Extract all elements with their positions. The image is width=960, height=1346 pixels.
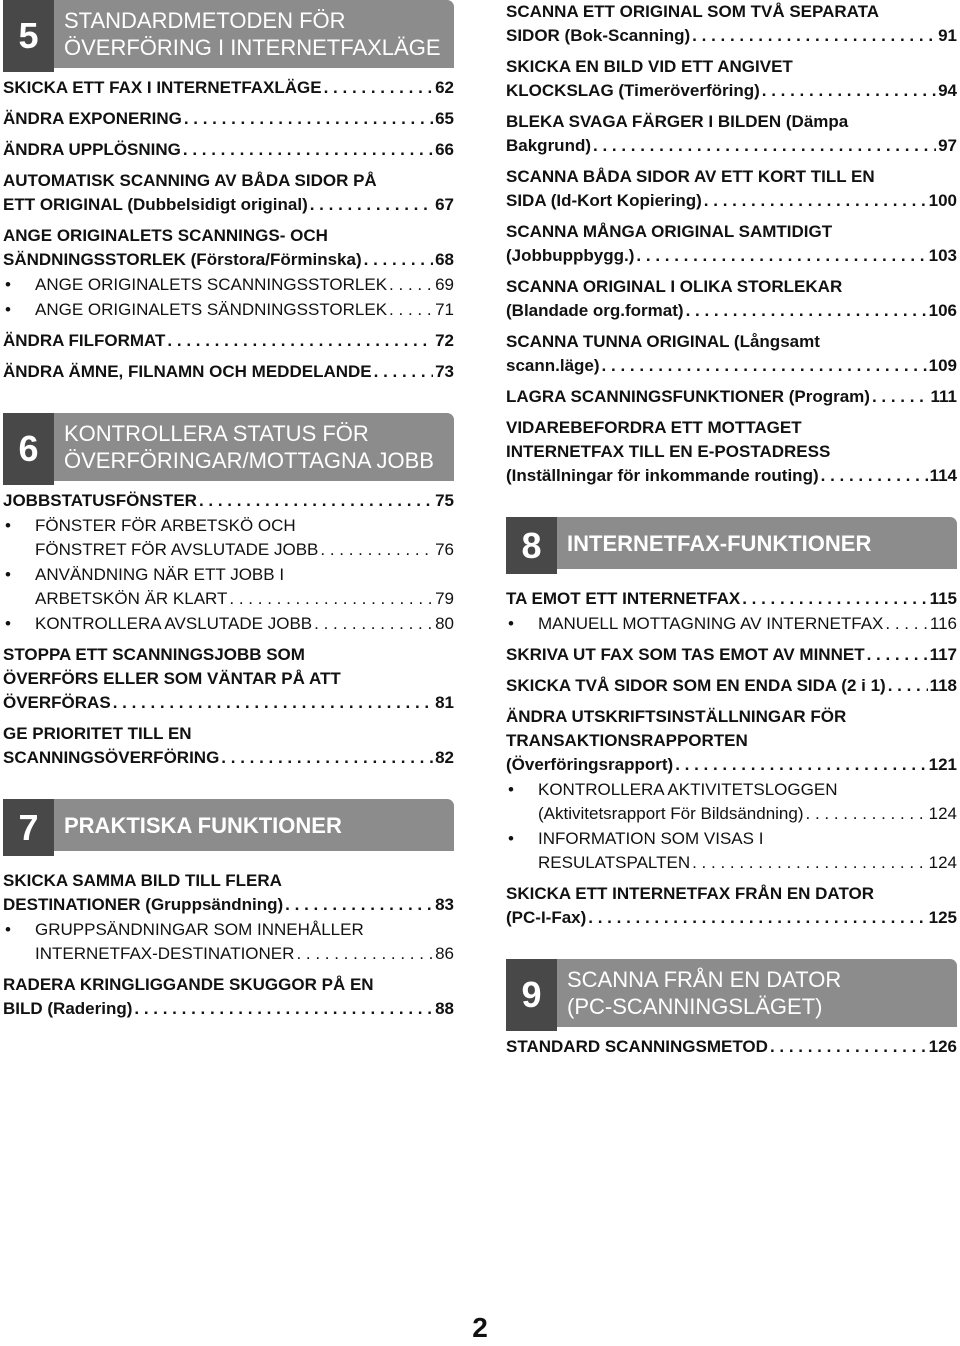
toc-page-number: 106	[928, 301, 957, 320]
toc-entry[interactable]	[506, 55, 957, 103]
toc-page-number: 111	[930, 387, 957, 406]
toc-page-number: 72	[435, 331, 454, 350]
toc-page-number: 75	[435, 491, 454, 510]
toc-entry-text: (Jobbuppbygg.)	[506, 246, 635, 265]
toc-page-number: 71	[435, 300, 454, 319]
toc-entry-text: • ANVÄNDNING NÄR ETT JOBB I	[35, 565, 285, 584]
chapter-title-line: STANDARDMETODEN FÖR	[64, 8, 346, 33]
toc-page-number: 91	[938, 26, 957, 45]
toc-entry-text: GE PRIORITET TILL EN	[3, 724, 192, 743]
chapter-title-line: ÖVERFÖRING I INTERNETFAXLÄGE	[64, 35, 441, 60]
toc-entry-text: ÄNDRA EXPONERING	[3, 109, 182, 128]
dot-leader	[310, 193, 433, 217]
toc-entry-text: • KONTROLLERA AVSLUTADE JOBB	[35, 614, 313, 633]
toc-entry[interactable]	[506, 416, 957, 488]
toc-page-number: 94	[938, 81, 957, 100]
toc-entry-text: (Överföringsrapport)	[506, 755, 674, 774]
toc-entry-text: RESULATSPALTEN	[538, 853, 691, 872]
dot-leader	[324, 76, 433, 100]
toc-entry-text: JOBBSTATUSFÖNSTER	[3, 491, 197, 510]
toc-page-number: 79	[435, 589, 454, 608]
toc-page-number: 81	[435, 693, 454, 712]
toc-page-number: 69	[435, 275, 454, 294]
toc-left-column	[3, 0, 454, 1028]
toc-entry-text: SKICKA ETT INTERNETFAX FRÅN EN DATOR	[506, 884, 875, 903]
dot-leader	[762, 79, 936, 103]
toc-page-number: 115	[929, 589, 957, 608]
toc-entry-text: • KONTROLLERA AKTIVITETSLOGGEN	[538, 780, 838, 799]
toc-entry-text: INTERNETFAX-DESTINATIONER	[35, 944, 295, 963]
chapter-header	[3, 799, 454, 856]
toc-entry[interactable]	[506, 330, 957, 378]
toc-entry-text: SKICKA ETT FAX I INTERNETFAXLÄGE	[3, 78, 322, 97]
toc-entry[interactable]	[506, 385, 957, 409]
toc-page-number: 62	[435, 78, 454, 97]
section-gap	[3, 391, 454, 413]
toc-subentry[interactable]	[3, 514, 454, 562]
dot-leader	[636, 244, 926, 268]
dot-leader	[296, 942, 433, 966]
section-gap	[506, 937, 957, 959]
chapter-number: 7	[3, 799, 54, 856]
toc-entry-text: STOPPA ETT SCANNINGSJOBB SOM	[3, 645, 305, 664]
chapter-title	[64, 0, 450, 68]
dot-leader	[184, 107, 433, 131]
toc-page-number: 117	[929, 645, 957, 664]
toc-entry-text: Bakgrund)	[506, 136, 591, 155]
toc-entry-text: SCANNINGSÖVERFÖRING	[3, 748, 220, 767]
chapter-header	[3, 413, 454, 485]
dot-leader	[389, 273, 433, 297]
toc-entry-text: SKICKA SAMMA BILD TILL FLERA	[3, 871, 282, 890]
toc-entry-text: VIDAREBEFORDRA ETT MOTTAGET	[506, 418, 802, 437]
toc-entry-text: SCANNA BÅDA SIDOR AV ETT KORT TILL EN	[506, 167, 875, 186]
dot-leader	[770, 1035, 927, 1059]
dot-leader	[364, 248, 433, 272]
toc-entry[interactable]	[3, 722, 454, 770]
toc-page-number: 114	[929, 466, 957, 485]
toc-entry[interactable]	[3, 329, 454, 353]
dot-leader	[675, 753, 926, 777]
toc-entry-text: (Inställningar för inkommande routing)	[506, 466, 819, 485]
toc-entry-text: SIDOR (Bok-Scanning)	[506, 26, 691, 45]
dot-leader	[704, 189, 927, 213]
chapter-title	[64, 413, 450, 481]
toc-entry[interactable]	[3, 76, 454, 100]
toc-entry-text: SCANNA ETT ORIGINAL SOM TVÅ SEPARATA	[506, 2, 880, 21]
toc-entry-text: KLOCKSLAG (Timeröverföring)	[506, 81, 760, 100]
dot-leader	[872, 385, 929, 409]
dot-leader	[374, 360, 433, 384]
dot-leader	[183, 138, 433, 162]
toc-entry-text: ANGE ORIGINALETS SCANNINGS- OCH	[3, 226, 328, 245]
dot-leader	[867, 643, 928, 667]
dot-leader	[602, 354, 927, 378]
toc-subentry[interactable]	[506, 612, 957, 636]
toc-entry-text: ÄNDRA UPPLÖSNING	[3, 140, 181, 159]
toc-entry[interactable]	[506, 0, 957, 48]
toc-entry-text: SKICKA EN BILD VID ETT ANGIVET	[506, 57, 793, 76]
toc-entry-text: • ANGE ORIGINALETS SÄNDNINGSSTORLEK	[35, 300, 388, 319]
page-number: 2	[472, 1312, 488, 1343]
toc-subentry[interactable]	[506, 778, 957, 826]
toc-entry-text: ÄNDRA FILFORMAT	[3, 331, 166, 350]
dot-leader	[389, 298, 433, 322]
chapter-title	[64, 799, 450, 851]
dot-leader	[686, 299, 927, 323]
chapter-header	[506, 517, 957, 574]
toc-subentry[interactable]	[3, 612, 454, 636]
toc-entry[interactable]	[3, 869, 454, 917]
toc-entry-text: RADERA KRINGLIGGANDE SKUGGOR PÅ EN	[3, 975, 374, 994]
chapter-title	[567, 517, 953, 569]
dot-leader	[588, 906, 926, 930]
toc-subentry[interactable]	[506, 827, 957, 875]
toc-page-number: 83	[435, 895, 454, 914]
dot-leader	[285, 893, 433, 917]
toc-entry-text: AUTOMATISK SCANNING AV BÅDA SIDOR PÅ	[3, 171, 377, 190]
toc-entry[interactable]	[3, 138, 454, 162]
toc-entry[interactable]	[3, 973, 454, 1021]
toc-entry-text: SCANNA TUNNA ORIGINAL (Långsamt	[506, 332, 820, 351]
toc-page-number: 124	[928, 853, 957, 872]
toc-entry-text: ÄNDRA UTSKRIFTSINSTÄLLNINGAR FÖR	[506, 707, 847, 726]
dot-leader	[113, 691, 433, 715]
toc-entry[interactable]	[3, 224, 454, 272]
chapter-number: 9	[506, 959, 557, 1031]
dot-leader	[692, 24, 936, 48]
toc-page-number: 121	[928, 755, 957, 774]
toc-entry[interactable]	[3, 169, 454, 217]
chapter-number: 8	[506, 517, 557, 574]
toc-page-number: 66	[435, 140, 454, 159]
toc-page-number: 100	[928, 191, 957, 210]
toc-right-column	[506, 0, 957, 1066]
dot-leader	[221, 746, 433, 770]
toc-subentry[interactable]	[3, 918, 454, 966]
toc-entry-text: (Aktivitetsrapport För Bildsändning)	[538, 804, 804, 823]
toc-entry-text: SCANNA ORIGINAL I OLIKA STORLEKAR	[506, 277, 843, 296]
toc-entry[interactable]	[506, 1035, 957, 1059]
toc-page-number: 67	[435, 195, 454, 214]
toc-page-number: 125	[928, 908, 957, 927]
toc-entry[interactable]	[506, 275, 957, 323]
chapter-title	[567, 959, 953, 1027]
toc-page-number: 126	[928, 1037, 957, 1056]
chapter-header	[3, 0, 454, 72]
toc-entry[interactable]	[506, 220, 957, 268]
toc-entry[interactable]	[506, 587, 957, 611]
toc-page-number: 65	[435, 109, 454, 128]
toc-entry-text: BILD (Radering)	[3, 999, 133, 1018]
toc-entry[interactable]	[3, 489, 454, 513]
toc-entry-text: BLEKA SVAGA FÄRGER I BILDEN (Dämpa	[506, 112, 849, 131]
toc-entry-text: • INFORMATION SOM VISAS I	[538, 829, 764, 848]
toc-page-number: 109	[928, 356, 957, 375]
dot-leader	[821, 464, 928, 488]
dot-leader	[134, 997, 433, 1021]
toc-entry-text: • FÖNSTER FÖR ARBETSKÖ OCH	[35, 516, 296, 535]
toc-entry[interactable]	[3, 643, 454, 715]
chapter-number: 5	[3, 0, 54, 72]
toc-entry-text: (Blandade org.format)	[506, 301, 684, 320]
toc-entry-text: INTERNETFAX TILL EN E-POSTADRESS	[506, 442, 831, 461]
dot-leader	[593, 134, 936, 158]
toc-entry-text: TA EMOT ETT INTERNETFAX	[506, 589, 741, 608]
chapter-title-line: (PC-SCANNINGSLÄGET)	[567, 994, 823, 1019]
chapter-header	[506, 959, 957, 1031]
toc-page-number: 86	[435, 944, 454, 963]
toc-subentry[interactable]	[3, 273, 454, 297]
toc-entry-text: • GRUPPSÄNDNINGAR SOM INNEHÅLLER	[35, 920, 364, 939]
toc-page-number: 88	[435, 999, 454, 1018]
toc-page-number: 73	[435, 362, 454, 381]
toc-subentry[interactable]	[3, 298, 454, 322]
dot-leader	[167, 329, 433, 353]
dot-leader	[742, 587, 927, 611]
toc-entry[interactable]	[506, 643, 957, 667]
toc-entry-text: FÖNSTRET FÖR AVSLUTADE JOBB	[35, 540, 319, 559]
dot-leader	[885, 612, 927, 636]
toc-entry-text: SIDA (Id-Kort Kopiering)	[506, 191, 702, 210]
toc-entry-text: • MANUELL MOTTAGNING AV INTERNETFAX	[538, 614, 884, 633]
toc-entry-text: SCANNA MÅNGA ORIGINAL SAMTIDIGT	[506, 222, 833, 241]
dot-leader	[806, 802, 927, 826]
section-gap	[3, 777, 454, 799]
toc-page-number: 68	[435, 250, 454, 269]
toc-entry-text: SKRIVA UT FAX SOM TAS EMOT AV MINNET	[506, 645, 865, 664]
toc-page-number: 82	[435, 748, 454, 767]
toc-entry-text: ETT ORIGINAL (Dubbelsidigt original)	[3, 195, 308, 214]
toc-page-number: 103	[928, 246, 957, 265]
section-gap	[506, 495, 957, 517]
toc-entry[interactable]	[3, 360, 454, 384]
chapter-title-line: SCANNA FRÅN EN DATOR	[567, 967, 842, 992]
dot-leader	[320, 538, 433, 562]
toc-entry-text: (PC-I-Fax)	[506, 908, 587, 927]
toc-entry[interactable]	[506, 705, 957, 777]
chapter-number: 6	[3, 413, 54, 485]
dot-leader	[314, 612, 433, 636]
toc-entry[interactable]	[3, 107, 454, 131]
toc-entry-text: TRANSAKTIONSRAPPORTEN	[506, 731, 748, 750]
toc-page-number: 116	[929, 614, 957, 633]
toc-entry-text: LAGRA SCANNINGSFUNKTIONER (Program)	[506, 387, 870, 406]
chapter-title-line: INTERNETFAX-FUNKTIONER	[567, 530, 872, 556]
dot-leader	[229, 587, 433, 611]
toc-page-number: 97	[938, 136, 957, 155]
toc-entry-text: ÖVERFÖRS ELLER SOM VÄNTAR PÅ ATT	[3, 669, 341, 688]
toc-page-number: 76	[435, 540, 454, 559]
toc-entry-text: DESTINATIONER (Gruppsändning)	[3, 895, 284, 914]
toc-entry-text: ARBETSKÖN ÄR KLART	[35, 589, 228, 608]
toc-entry-text: SÄNDNINGSSTORLEK (Förstora/Förminska)	[3, 250, 362, 269]
chapter-title-line: PRAKTISKA FUNKTIONER	[64, 812, 342, 838]
dot-leader	[199, 489, 433, 513]
toc-entry[interactable]	[506, 165, 957, 213]
toc-entry[interactable]	[506, 674, 957, 698]
toc-page-number: 118	[929, 676, 957, 695]
chapter-title-line: KONTROLLERA STATUS FÖR	[64, 421, 369, 446]
toc-entry[interactable]	[506, 110, 957, 158]
toc-page-number: 124	[928, 804, 957, 823]
toc-entry-text: SKICKA TVÅ SIDOR SOM EN ENDA SIDA (2 i 1)	[506, 676, 886, 695]
toc-entry-text: scann.läge)	[506, 356, 600, 375]
dot-leader	[888, 674, 928, 698]
toc-entry-text: ÄNDRA ÄMNE, FILNAMN OCH MEDDELANDE	[3, 362, 372, 381]
toc-entry-text: • ANGE ORIGINALETS SCANNINGSSTORLEK	[35, 275, 388, 294]
chapter-title-line: ÖVERFÖRINGAR/MOTTAGNA JOBB	[64, 448, 434, 473]
toc-entry-text: STANDARD SCANNINGSMETOD	[506, 1037, 768, 1056]
toc-entry[interactable]	[506, 882, 957, 930]
toc-entry-text: ÖVERFÖRAS	[3, 693, 111, 712]
toc-page-number: 80	[435, 614, 454, 633]
toc-subentry[interactable]	[3, 563, 454, 611]
dot-leader	[692, 851, 927, 875]
